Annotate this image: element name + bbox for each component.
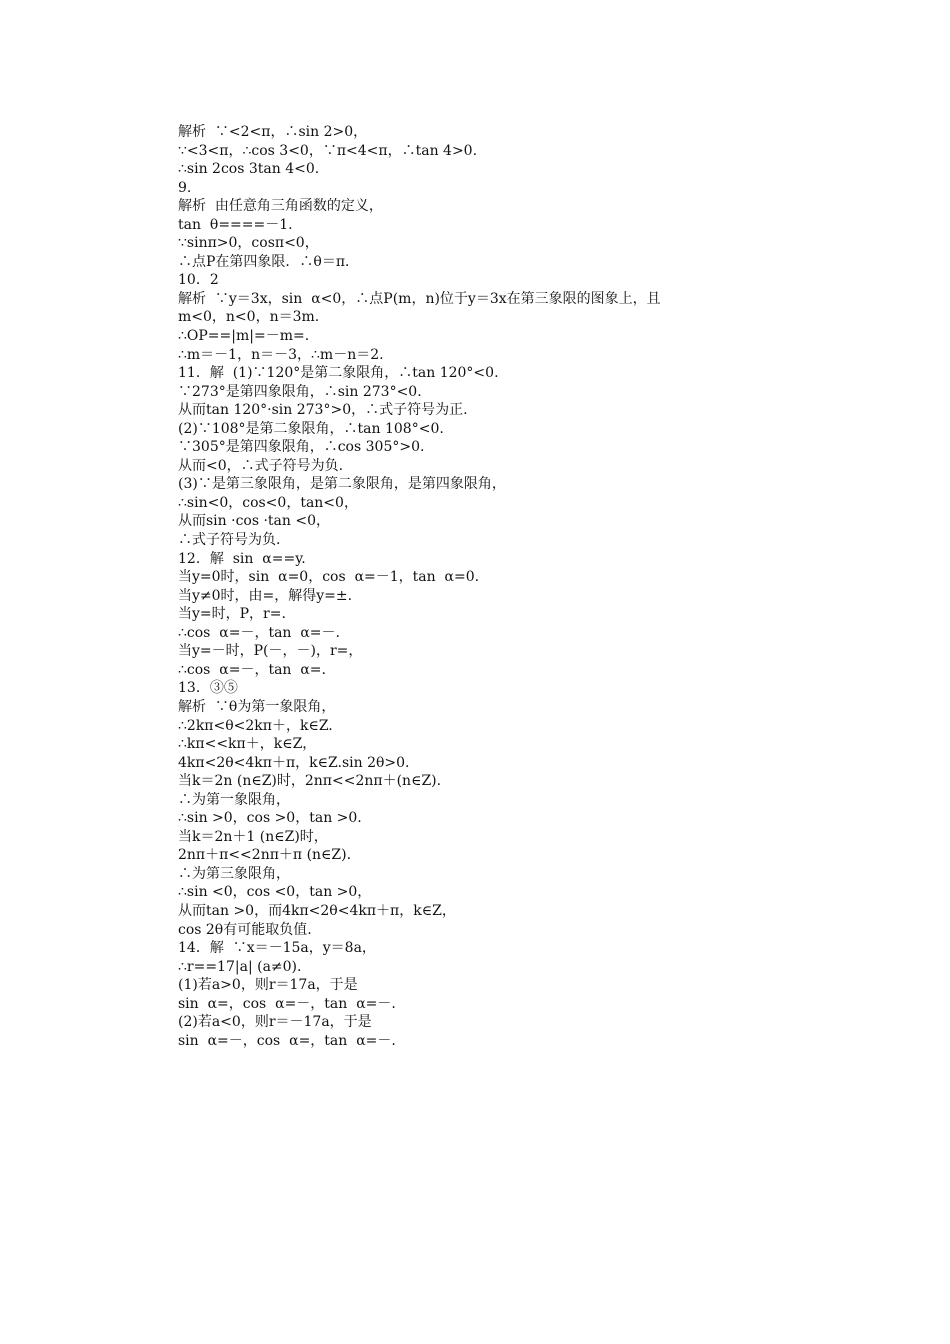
text-line: 解析 ∵<2<π，∴sin 2>0， bbox=[178, 124, 368, 140]
text-line: ∴cos α=－，tan α=. bbox=[178, 661, 326, 678]
text-line: 12．解 sin α==y. bbox=[178, 550, 306, 567]
text-line: (1)若a>0，则r＝17a，于是 bbox=[178, 977, 358, 994]
text-line: ∴为第一象限角， bbox=[178, 791, 290, 808]
text-line: ∴sin >0，cos >0，tan >0. bbox=[178, 810, 362, 827]
text-line: tan θ====－1. bbox=[178, 216, 293, 233]
text-line: 从而sin ·cos ·tan <0， bbox=[178, 513, 331, 530]
text-line: ∵273°是第四象限角，∴sin 273°<0. bbox=[178, 383, 422, 400]
text-line: ∴sin 2cos 3tan 4<0. bbox=[178, 161, 320, 178]
text-line: sin α=，cos α=－，tan α=－. bbox=[178, 995, 396, 1012]
text-line: ∴sin <0，cos <0，tan >0， bbox=[178, 884, 372, 901]
text-line: ∴sin<0，cos<0，tan<0， bbox=[178, 494, 358, 511]
text-line: ∵<3<π，∴cos 3<0，∵π<4<π，∴tan 4>0. bbox=[178, 142, 478, 159]
text-line: ∴kπ<<kπ＋，k∈Z， bbox=[178, 736, 317, 753]
text-line: 解析 由任意角三角函数的定义， bbox=[178, 198, 383, 215]
text-line: 13．③⑤ bbox=[178, 680, 238, 697]
document-body bbox=[178, 123, 818, 1050]
text-line: 4kπ<2θ<4kπ＋π，k∈Z.sin 2θ>0. bbox=[178, 754, 410, 771]
text-line: ∴点P在第四象限．∴θ＝π． bbox=[178, 253, 360, 270]
text-line: ∵305°是第四象限角，∴cos 305°>0. bbox=[178, 439, 425, 456]
text-line: ∴式子符号为负. bbox=[178, 532, 281, 549]
text-line: 2nπ＋π<<2nπ＋π (n∈Z). bbox=[178, 847, 352, 864]
text-line: 当y=时，P，r=. bbox=[178, 606, 286, 623]
text-line: ∴2kπ<θ<2kπ＋，k∈Z. bbox=[178, 717, 333, 734]
text-line: 10．2 bbox=[178, 272, 219, 289]
text-line: cos 2θ有可能取负值. bbox=[178, 921, 312, 938]
text-line: (2)∵108°是第二象限角，∴tan 108°<0. bbox=[178, 420, 444, 437]
text-line: (2)若a<0，则r＝－17a，于是 bbox=[178, 1014, 372, 1031]
text-line: ∴cos α=－，tan α=－. bbox=[178, 624, 340, 641]
text-line: 解析 ∵y＝3x，sin α<0，∴点P(m，n)位于y＝3x在第三象限的图象上，且 bbox=[178, 290, 661, 307]
text-line: 解析 ∵θ为第一象限角， bbox=[178, 698, 336, 715]
text-line: 当y=－时，P(－，－)，r=， bbox=[178, 643, 363, 660]
text-line: 当y≠0时，由=，解得y=±. bbox=[178, 587, 353, 604]
text-line: 从而tan 120°·sin 273°>0，∴式子符号为正. bbox=[178, 402, 468, 419]
text-line: sin α=－，cos α=，tan α=－. bbox=[178, 1032, 396, 1049]
text-line: 11．解 (1)∵120°是第二象限角，∴tan 120°<0. bbox=[178, 365, 499, 382]
text-line: ∴m＝－1，n＝－3，∴m－n＝2. bbox=[178, 346, 384, 363]
text-line: ∴OP==|m|=－m=. bbox=[178, 328, 310, 345]
text-line: 从而<0，∴式子符号为负. bbox=[178, 457, 344, 474]
text-line: 14．解 ∵x＝－15a，y＝8a， bbox=[178, 940, 376, 957]
text-line: ∴为第三象限角， bbox=[178, 865, 290, 882]
text-line: 当k＝2n (n∈Z)时，2nπ<<2nπ＋(n∈Z). bbox=[178, 773, 442, 790]
text-line: 当y=0时，sin α=0，cos α=－1，tan α=0. bbox=[178, 569, 480, 586]
text-line: 从而tan >0，而4kπ<2θ<4kπ＋π，k∈Z， bbox=[178, 902, 456, 919]
text-line: 当k＝2n＋1 (n∈Z)时， bbox=[178, 828, 328, 845]
text-line: 9. bbox=[178, 179, 192, 196]
text-line: ∵sinπ>0，cosπ<0， bbox=[178, 235, 319, 252]
text-line: ∴r==17|a| (a≠0). bbox=[178, 958, 302, 975]
text-line: (3)∵是第三象限角，是第二象限角，是第四象限角， bbox=[178, 476, 506, 493]
text-line: m<0，n<0，n＝3m. bbox=[178, 309, 320, 326]
